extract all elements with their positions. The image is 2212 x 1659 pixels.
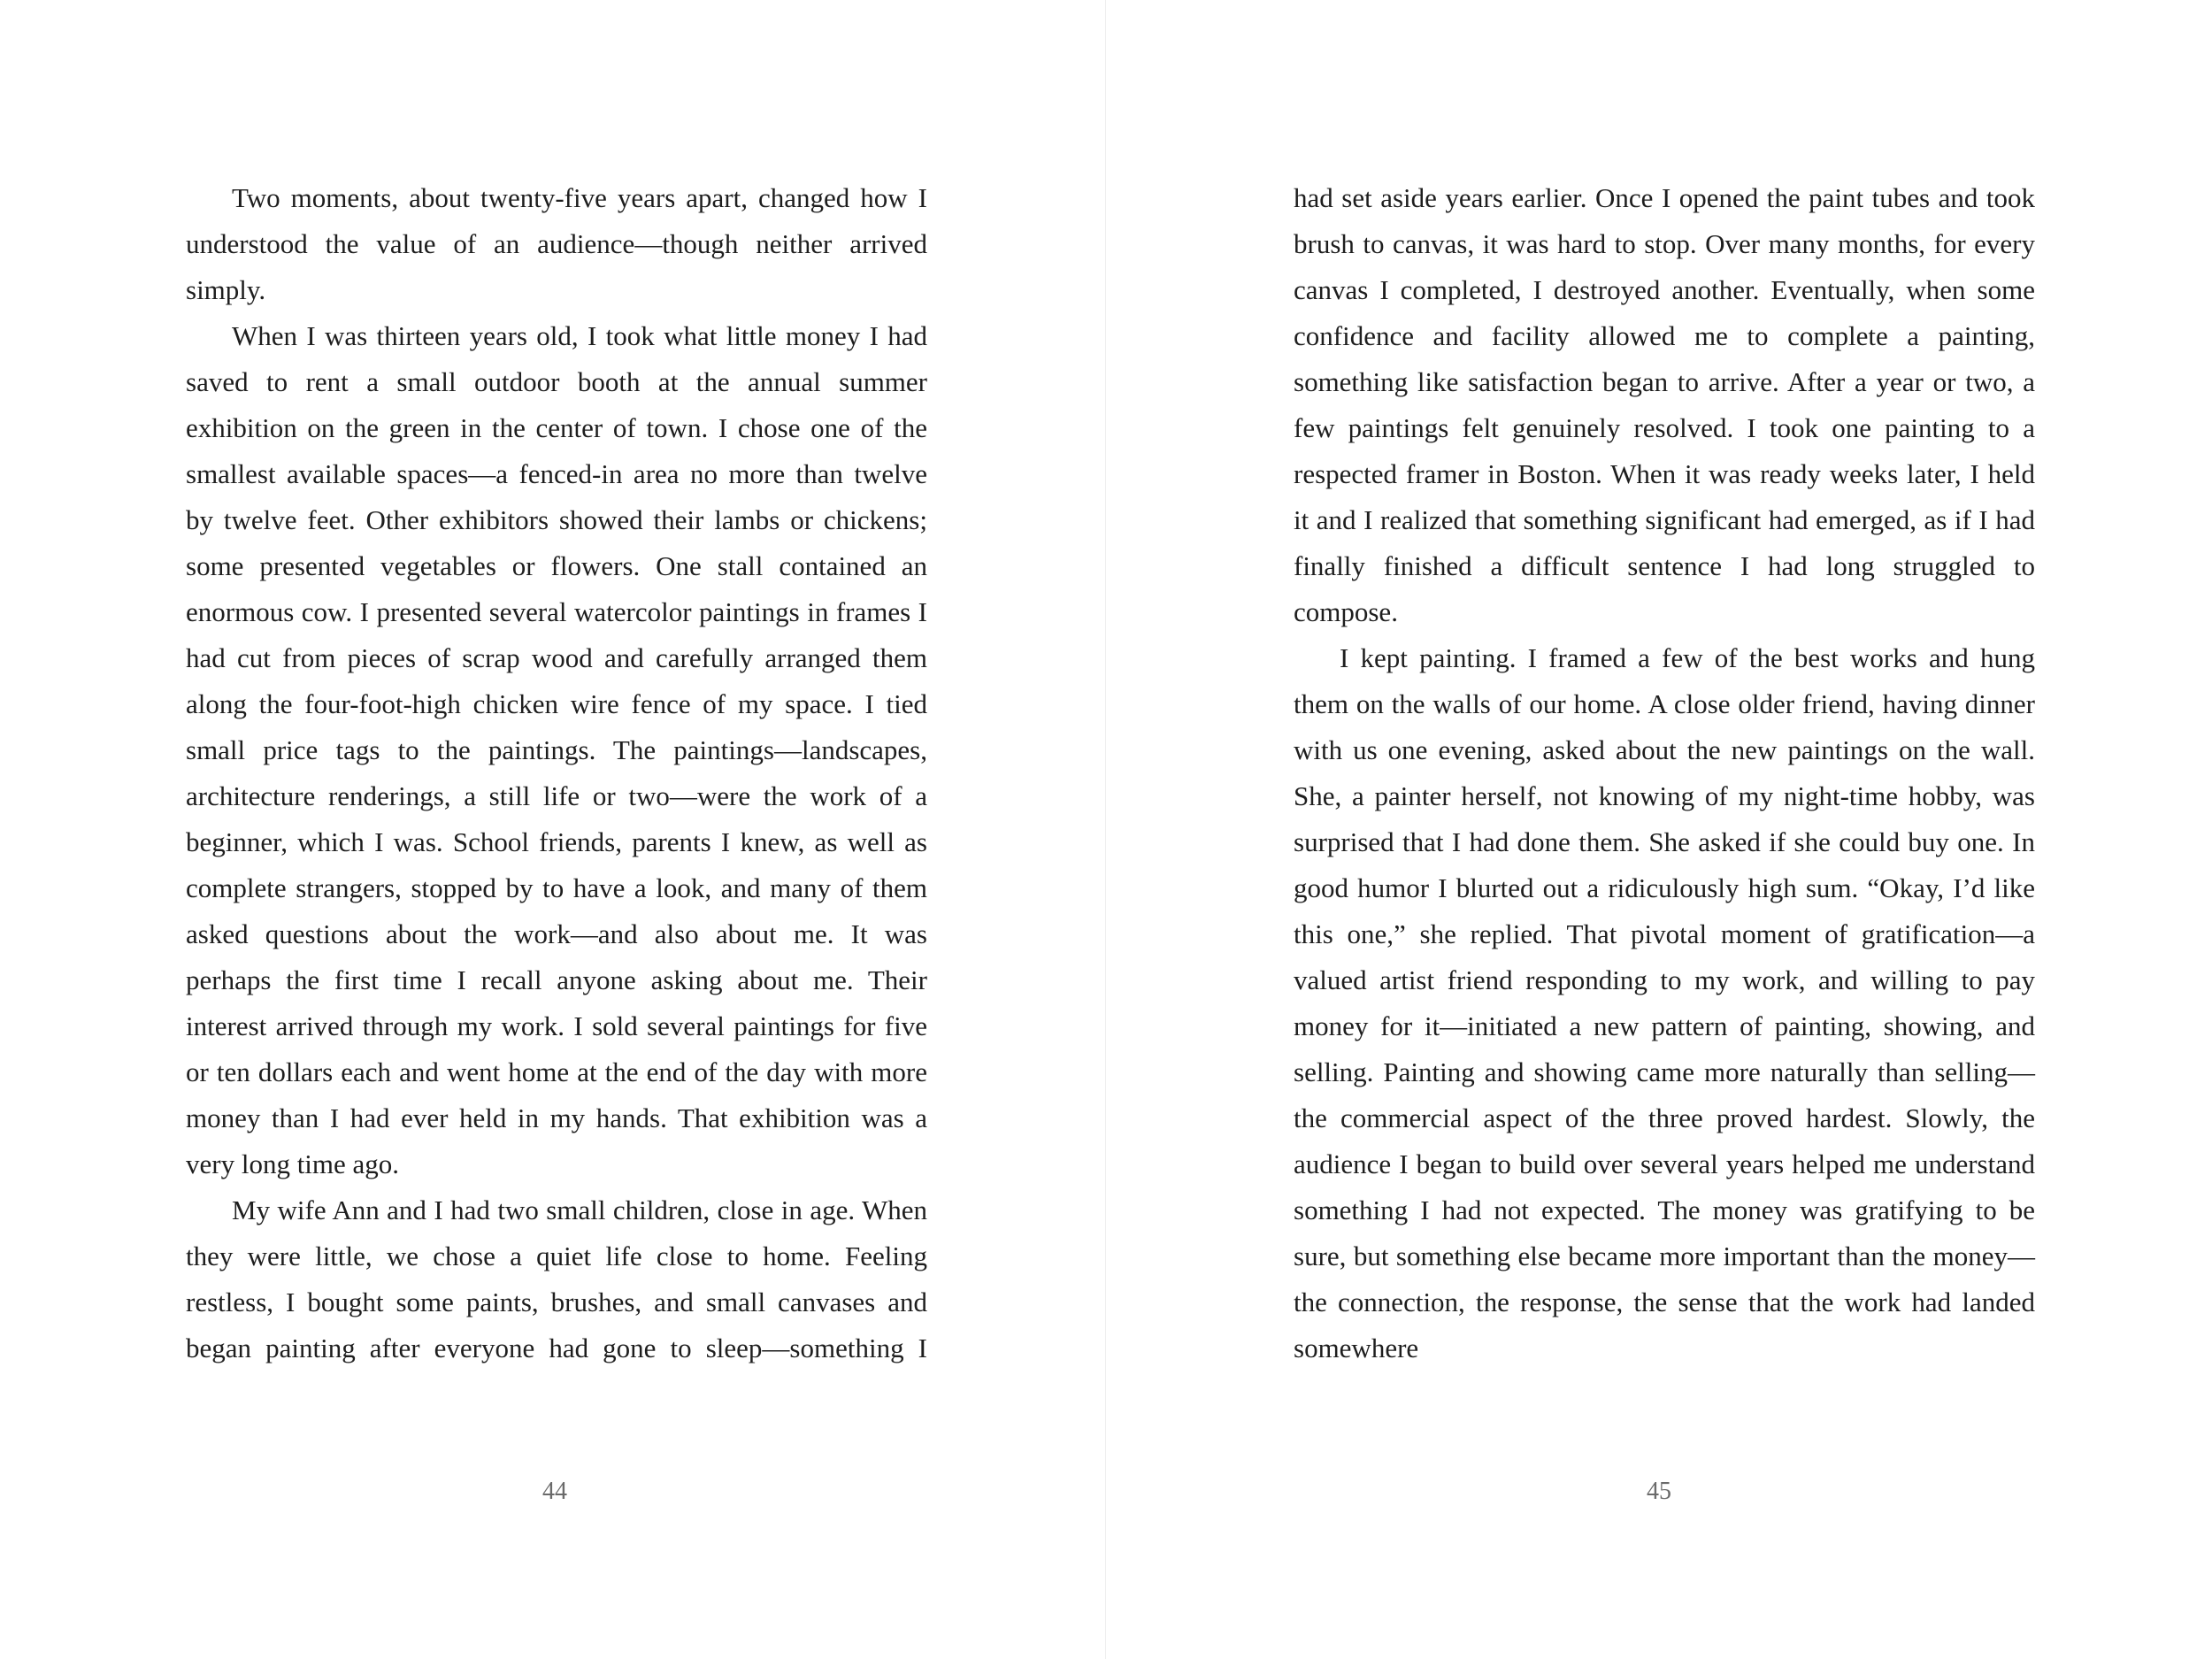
left-page-text [186,175,927,1371]
paragraph: had set aside years earlier. Once I opened the paint tubes and took brush to canvas, it was hard to stop. Over many months, for every canvas I completed, I destroyed another. Eventually, when some confidence and facility allowed me to complete a painting, something like satisfaction began to arrive. After a year or two, a few paintings felt genuinely resolved. I took one painting to a respected framer in Boston. When it was ready weeks later, I held it and I realized that something significant had emerged, as if I had finally finished a difficult sentence I had long struggled to compose. [1294,182,2035,627]
paragraph: Two moments, about twenty-five years apart, changed how I understood the value of an audience—though neither arrived simply. [186,182,927,305]
paragraph: I kept painting. I framed a few of the best works and hung them on the walls of our home. A close older friend, having dinner with us one evening, asked about the new paintings on the wall. She, a painter herself, not knowing of my night-time hobby, was surprised that I had done them. She asked if she could buy one. In good humor I blurted out a ridiculously high sum. “Okay, I’d like this one,” she replied. That pivotal moment of gratification—a valued artist friend responding to my work, and willing to pay money for it—initiated a new pattern of painting, showing, and selling. Painting and showing came more naturally than selling—the commercial aspect of the three proved hardest. Slowly, the audience I began to build over several years helped me understand something I had not expected. The money was gratifying to be sure, but something else became more important than the money—the connection, the response, the sense that the work had landed somewhere [1294,642,2035,1363]
right-page [1106,0,2212,1659]
right-page-text [1294,175,2035,1371]
paragraph: My wife Ann and I had two small children, close in age. When they were little, we chose a quiet life close to home. Feeling restless, I bought some paints, brushes, and small canvases and began painting after everyone had gone to sleep—something I [186,1194,927,1363]
page-number: 45 [1647,1478,1671,1505]
page-number: 44 [542,1478,567,1505]
paragraph: When I was thirteen years old, I took what little money I had saved to rent a small outdoor booth at the annual summer exhibition on the green in the center of town. I chose one of the smallest available spaces—a fenced-in area no more than twelve by twelve feet. Other exhibitors showed their lambs or chickens; some presented vegetables or flowers. One stall contained an enormous cow. I presented several watercolor paintings in frames I had cut from pieces of scrap wood and carefully arranged them along the four-foot-high chicken wire fence of my space. I tied small price tags to the paintings. The paintings—landscapes, architecture renderings, a still life or two—were the work of a beginner, which I was. School friends, parents I knew, as well as complete strangers, stopped by to have a look, and many of them asked questions about the work—and also about me. It was perhaps the first time I recall anyone asking about me. Their interest arrived through my work. I sold several paintings for five or ten dollars each and went home at the end of the day with more money than I had ever held in my hands. That exhibition was a very long time ago. [186,320,927,1179]
